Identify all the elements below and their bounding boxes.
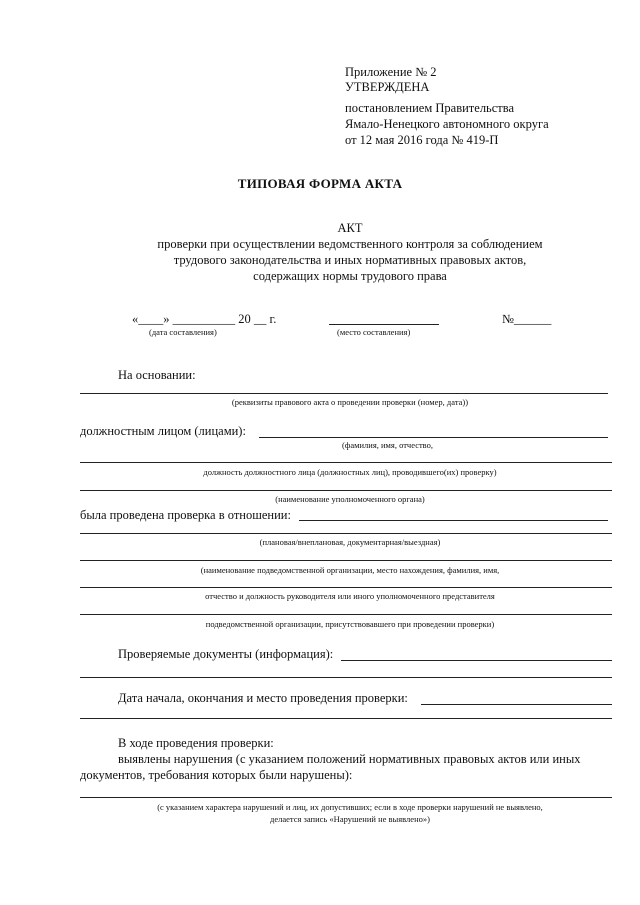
approved-by-line-3: от 12 мая 2016 года № 419-П (345, 133, 499, 147)
act-subtitle-line-1: проверки при осуществлении ведомственного контроля за соблюдением (157, 237, 543, 251)
official-position-line[interactable] (80, 462, 612, 463)
organization-caption: (наименование подведомственной организации, место нахождения, фамилия, имя, (200, 565, 500, 575)
inspection-label: была проведена проверка в отношении: (80, 508, 291, 522)
authority-caption: (наименование уполномоченного органа) (275, 494, 425, 504)
date-field[interactable]: «____» __________ 20 __ г. (132, 312, 277, 326)
documents-label: Проверяемые документы (информация): (118, 647, 334, 661)
dates-label: Дата начала, окончания и место проведения проверки: (118, 691, 408, 705)
violations-line-2: документов, требования которых были нарушены): (80, 768, 353, 782)
representative-caption: отчество и должность руководителя или иного уполномоченного представителя (205, 591, 495, 601)
violations-caption-2: делается запись «Нарушений не выявлено») (270, 814, 430, 824)
during-label: В ходе проведения проверки: (118, 736, 274, 750)
approved-label: УТВЕРЖДЕНА (345, 80, 430, 94)
act-subtitle-line-3: содержащих нормы трудового права (253, 269, 447, 283)
place-caption: (место составления) (337, 327, 411, 337)
officials-caption: (фамилия, имя, отчество, (342, 440, 434, 450)
act-number-field[interactable]: №______ (502, 312, 552, 326)
inspection-type-caption: (плановая/внеплановая, документарная/выездная) (259, 537, 441, 547)
dates-line[interactable] (421, 704, 612, 705)
officials-line[interactable] (259, 437, 608, 438)
basis-label: На основании: (118, 368, 196, 382)
act-heading: АКТ (337, 221, 363, 235)
authority-line[interactable] (80, 490, 612, 491)
inspection-type-line[interactable] (80, 533, 612, 534)
place-line[interactable] (329, 324, 439, 325)
form-title: ТИПОВАЯ ФОРМА АКТА (237, 176, 403, 191)
organization-line[interactable] (80, 560, 612, 561)
appendix-label: Приложение № 2 (345, 65, 437, 79)
representative-line[interactable] (80, 587, 612, 588)
date-caption: (дата составления) (149, 327, 217, 337)
documents-line-2[interactable] (80, 677, 612, 678)
approved-by-line-1: постановлением Правительства (345, 101, 515, 115)
basis-caption: (реквизиты правового акта о проведении проверки (номер, дата)) (231, 397, 469, 407)
violations-line-1: выявлены нарушения (с указанием положений нормативных правовых актов или иных (118, 752, 581, 766)
present-caption: подведомственной организации, присутствовавшего при проведении проверки) (205, 619, 495, 629)
present-line[interactable] (80, 614, 612, 615)
violations-caption-1: (с указанием характера нарушений и лиц, их допустивших; если в ходе проверки нарушений не выявлено, (157, 802, 543, 812)
official-position-caption: должность должностного лица (должностных лиц), проводившего(их) проверку) (203, 467, 497, 477)
basis-line[interactable] (80, 393, 608, 394)
approved-by-line-2: Ямало-Ненецкого автономного округа (345, 117, 549, 131)
violations-line[interactable] (80, 797, 612, 798)
documents-line[interactable] (341, 660, 612, 661)
act-subtitle-line-2: трудового законодательства и иных нормативных правовых актов, (173, 253, 527, 267)
dates-line-2[interactable] (80, 718, 612, 719)
inspection-line[interactable] (299, 520, 608, 521)
officials-label: должностным лицом (лицами): (80, 424, 246, 438)
